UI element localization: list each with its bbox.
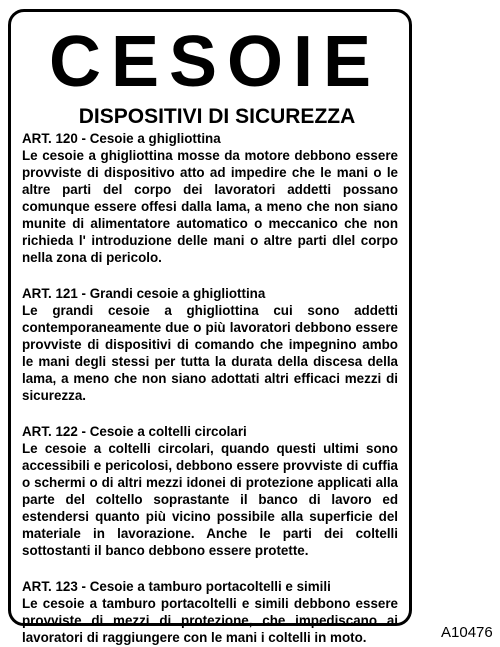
- product-code: A10476: [441, 624, 493, 641]
- article-120: [22, 130, 398, 266]
- sign-subtitle: DISPOSITIVI DI SICUREZZA: [78, 105, 356, 128]
- article-123: [22, 578, 398, 646]
- article-heading: ART. 121 - Grandi cesoie a ghigliottina: [22, 286, 266, 301]
- article-heading: ART. 123 - Cesoie a tamburo portacoltelli e simili: [22, 579, 331, 594]
- article-text: Le grandi cesoie a ghigliottina cui sono addetti contemporaneamente due o più lavoratori debbono essere provviste di dispositivi di comando che impegnino ambo le mani degli stessi per tutta la durata della discesa della lama, a meno che non siano adottati altri efficaci mezzi di sicurezza.: [22, 303, 398, 403]
- article-text: Le cesoie a tamburo portacoltelli e simili debbono essere provviste di mezzi di protezione, che impediscano ai lavoratori di raggiungere con le mani i coltelli in moto.: [22, 596, 398, 645]
- sign-body: [22, 130, 398, 647]
- article-text: Le cesoie a ghigliottina mosse da motore debbono essere provviste di dispositivo atto ad impedire che le mani o le altre parti del corpo dei lavoratori addetti possano comunque essere offesi dalla lama, a meno che non siano munite di alimentatore automatico o meccanico che non richieda l' introduzione delle mani o altre parti dlel corpo nella zona di pericolo.: [22, 148, 398, 265]
- article-122: [22, 423, 398, 559]
- article-heading: ART. 122 - Cesoie a coltelli circolari: [22, 424, 247, 439]
- article-121: [22, 285, 398, 404]
- safety-sign: [8, 9, 412, 645]
- sign-title: CESOIE: [48, 22, 382, 102]
- article-heading: ART. 120 - Cesoie a ghigliottina: [22, 131, 221, 146]
- article-text: Le cesoie a coltelli circolari, quando questi ultimi sono accessibili e pericolosi, debbono essere provviste di cuffia o schermi o di altri mezzi idonei di protezione applicati alla parte del coltello soprastante il banco di lavoro ed estendersi quanto più vicino possibile alla superficie del materiale in lavorazione. Anche le parti dei coltelli sottostanti il banco debbono essere protette.: [22, 441, 398, 558]
